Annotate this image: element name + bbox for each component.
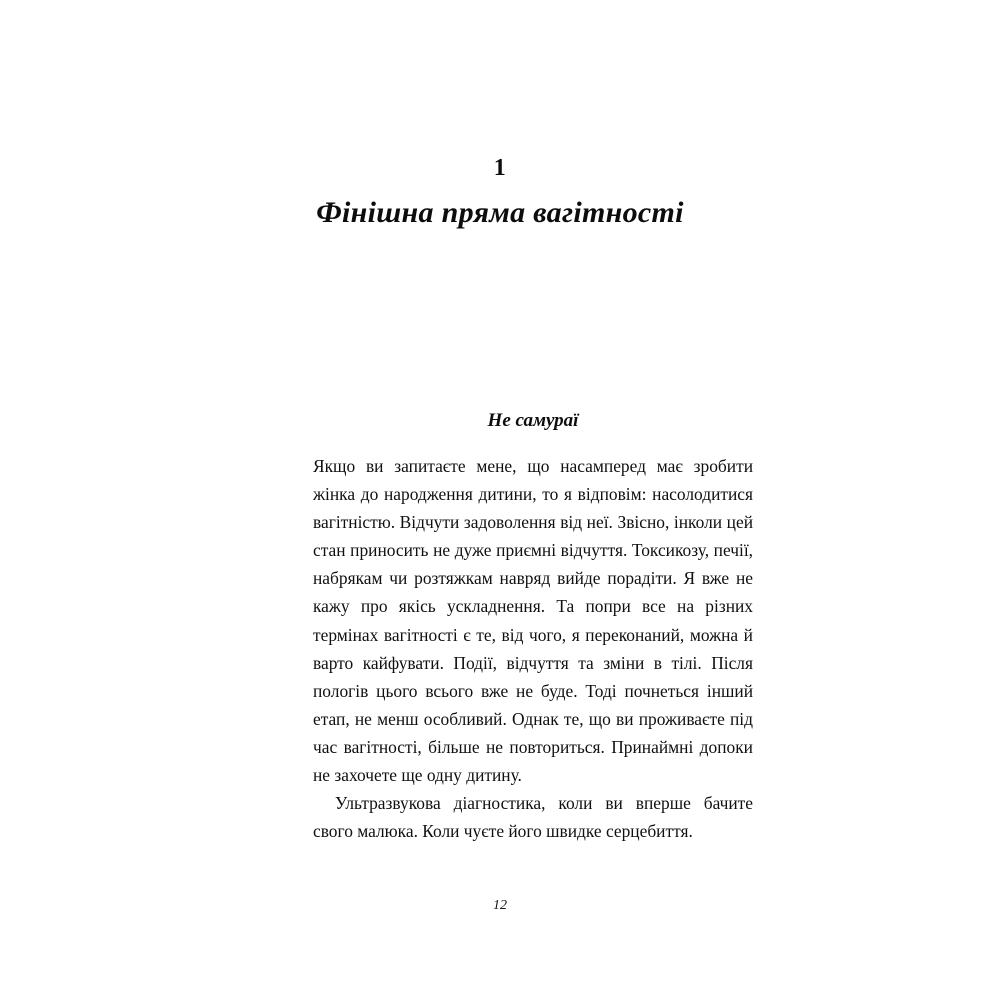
page-number: 12 xyxy=(493,898,507,913)
section-heading: Не самураї xyxy=(487,410,579,431)
chapter-title: Фінішна пряма вагітності xyxy=(316,196,684,229)
paragraph: Якщо ви запитаєте мене, що насамперед має зробити жінка до народження дитини, то я відповім: насолодитися вагітністю. Відчути задоволення від неї. Звісно, інколи цей стан приносить не дуже приємні відчуття. Токсикозу, печії, набрякам чи розтяжкам навряд вийде порадіти. Я вже не кажу про якісь ускладнення. Та попри все на різних термінах вагітності є те, від чого, я переконаний, можна й варто кайфувати. Події, відчуття та зміни в тілі. Після пологів цього всього вже не буде. Тоді почнеться інший етап, не менш особливий. Однак те, що ви проживаєте під час вагітності, більше не повториться. Принаймні допоки не захочете ще одну дитину. xyxy=(313,456,753,786)
paragraph: Ультразвукова діагностика, коли ви вперше бачите свого малюка. Коли чуєте його швидке серцебиття. xyxy=(313,793,753,842)
chapter-number: 1 xyxy=(493,155,507,181)
body-text xyxy=(313,452,753,845)
